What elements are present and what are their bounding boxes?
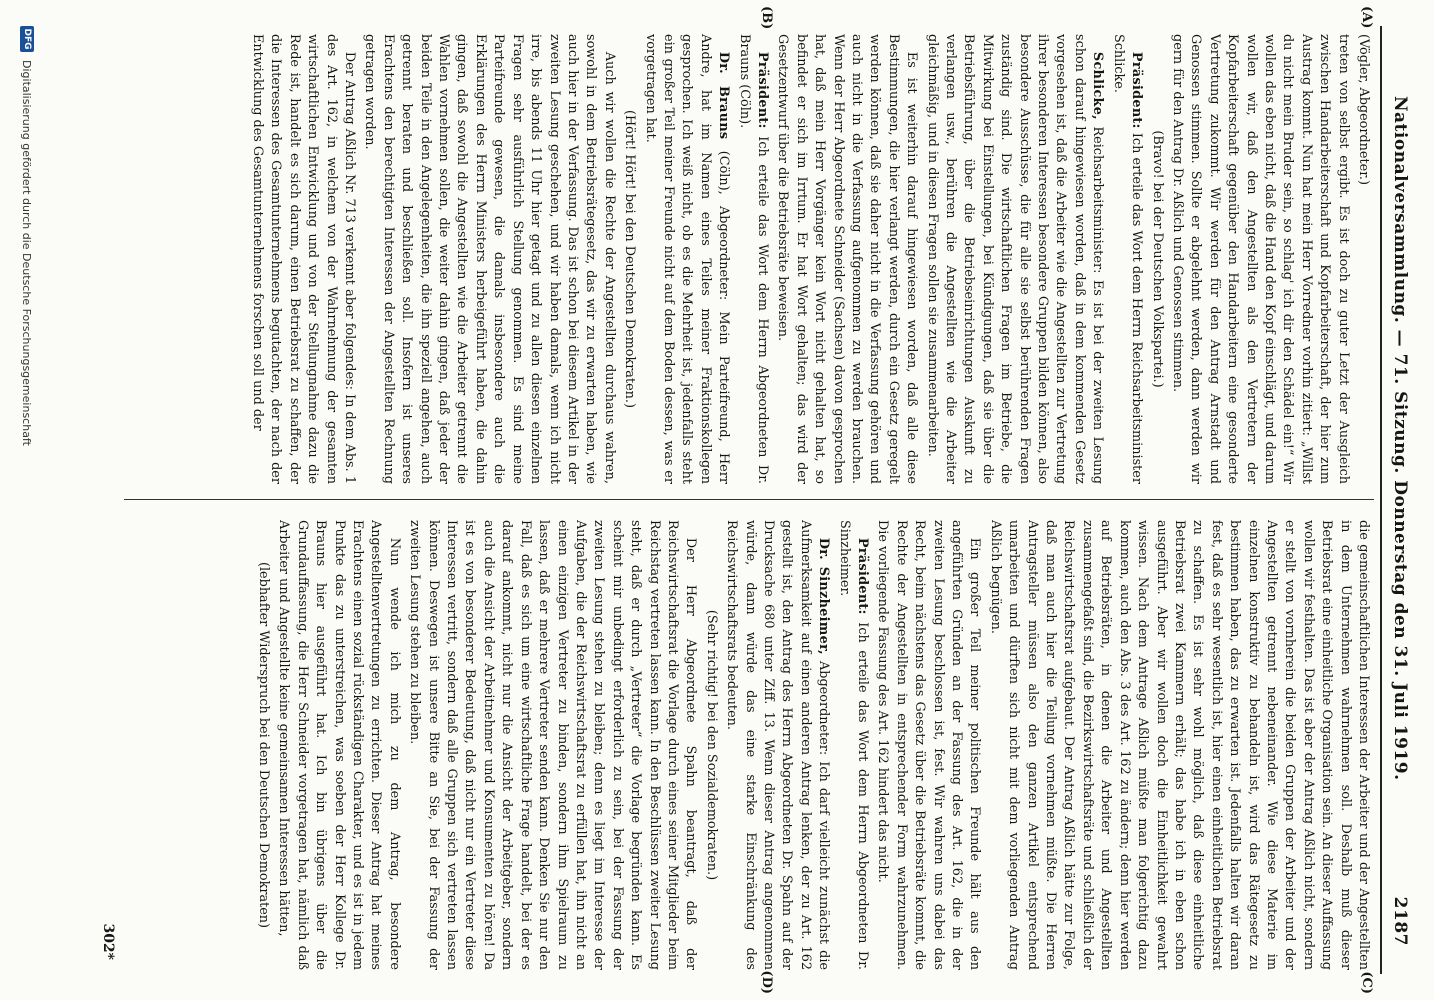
paragraph <box>773 34 920 484</box>
paragraph-text: (Bravo! bei der Deutschen Volkspartei.) <box>1149 130 1165 388</box>
margin-marker-b: (B) <box>759 6 774 30</box>
paragraph-text: Auch wir wollen die Rechte der Angestellten durchaus wahren, sowohl in dem Betriebsrätegesetz, das wir zu erwarten haben, wie auch hier in der Verfassung. Das ist schon bei diesem Artikel in der zweiten Lesung geschehen, und wir haben damals, wenn ich nicht irre, bis abends 11 Uhr hier getagt und zu allen diesen einzelnen Fragen sehr ausführlich Stellung genommen. Es sind meine Parteifreunde gewesen, die damals insbesondere auch die Erklärungen des Herrn Ministers herbeigeführt haben, die dahin gingen, daß sowohl die Angestellten wie die Arbeiter getrennt die Wahlen vornehmen sollen, die weiter dahin gingen, daß jeder der beiden Teile in den Angelegenheiten, die ihn speziell angehen, auch getrennt beraten und beschließen soll. Insofern ist unseres Erachtens den berechtigten Interessen der Angestellten Rechnung getragen worden. <box>362 34 617 484</box>
speaker-name: Dr. Sinzheimer, <box>816 537 832 655</box>
margin-marker-a: (A) <box>1359 6 1374 29</box>
page-title: Nationalversammlung. — 71. Sitzung. Donnerstag den 31. Juli 1919. <box>1390 96 1410 781</box>
paragraph-text: Ich erteile das Wort dem Herrn Abgeordneten Dr. Sinzheimer. <box>836 520 871 970</box>
speaker-name: Präsident: <box>1129 51 1145 129</box>
speaker-name: Präsident: <box>755 51 770 129</box>
paragraph <box>274 520 403 970</box>
digitization-footer <box>20 26 34 974</box>
footer-text: Digitalisierung gefördert durch die Deutsche Forschungsgemeinschaft <box>20 60 34 446</box>
paragraph-text: (Vögler, Abgeordneter.) <box>1356 34 1371 185</box>
paragraph <box>734 34 771 484</box>
paragraph <box>873 520 983 970</box>
paragraph <box>1108 34 1145 484</box>
paragraph <box>985 520 1372 970</box>
paragraph-text: Abgeordneter: Ich darf vielleicht zunächst die Aufmerksamkeit auf einen anderen Antrag lenken, der zu Art. 162 gestellt ist, den Antrag des Herrn Abgeordneten Dr. Spahn auf der Drucksache 680 unter Ziff. 13. Wenn dieser Antrag angenommen würde, dann würde das eine starke Einschränkung des Reichswirtschaftsrats bedeuten. <box>724 520 832 970</box>
paragraph-text: Ein großer Teil meiner politischen Freunde hält aus den angeführten Gründen an der Fassung des Art. 162, die in der zweiten Lesung beschlossen ist, fest. Wir wahren uns dabei das Recht, beim nächstens das Gesetz über die Betriebsräte kommt, die Rechte der Angestellten in entsprechender Form wahrzunehmen. Die vorliegende Fassung des Art. 162 hindert das nicht. <box>875 520 983 970</box>
paragraph-text: Der Antrag Aßlich Nr. 713 verkennt aber folgendes: In dem Abs. 1 des Art. 162, in welchem von der Wahrnehmung der gesamten wirtschaftlichen Entwicklung und von der Stellungnahme dazu die Rede ist, handelt es sich darum, einen Betriebsrat zu schaffen, der die Interessen des Gesamtunternehmens begutachten, der nach der Entwicklung des Gesamtunternehmens forschen soll und der <box>250 34 358 484</box>
paragraph-text: Ich erteile das Wort dem Herrn Abgeordneten Dr. Brauns (Cöln). <box>736 34 770 484</box>
paragraph <box>722 520 832 970</box>
speaker-name: Dr. Brauns <box>716 51 732 140</box>
paragraph <box>405 520 700 970</box>
speaker-name: Präsident: <box>855 537 871 615</box>
paragraph <box>248 34 358 484</box>
paragraph <box>834 520 871 970</box>
paragraph-text: Der Herr Abgeordnete Spahn beantragt, daß der Reichswirtschaftsrat die Vorlage durch eines seiner Mitglieder beim Reichstag vertreten lassen kann. In den Beschlüssen zweiter Lesung steht, daß er durch „Vertreter“ die Vorlage begründen kann. Es scheint mir unbedingt erforderlich zu sein, bei der Fassung der zweiten Lesung stehen zu bleiben; denn es liegt im Interesse der Aufgaben, die der Reichswirtschaftsrat zu erfüllen hat, ihn nicht an einen einzigen Vertreter zu binden, sondern ihm Spielraum zu lassen, daß er mehrere Vertreter senden kann. Denken Sie nur den Fall, daß es sich um eine wirtschaftliche Frage handelt, bei der es darauf ankommt, nicht nur die Ansicht der Arbeitgeber, sondern auch die Ansicht der Arbeitnehmer und Konsumenten zu hören! Da ist es von besonderer Bedeutung, daß nicht nur ein Vertreter diese Interessen vertritt, sondern daß alle Gruppen sich vertreten lassen können. Deswegen ist unsere Bitte an Sie, bei der Fassung der zweiten Lesung stehen zu bleiben. <box>407 520 699 970</box>
column-divider <box>124 499 1374 500</box>
paragraph-text: Nun wende ich mich zu dem Antrag, besondere Angestelltenvertretungen zu errichten. Dieser Antrag hat meines Erachtens einen sozial rückständigen Charakter, und es ist in jedem Punkte das zu unterstreichen, was soeben der Herr Kollege Dr. Brauns hier ausgeführt hat. Ich bin übrigens über die Grundauffassung, die Herr Schneider vorgetragen hat, nämlich daß Arbeiter und Angestellte keine gemeinsamen Interessen hätten, <box>276 520 402 970</box>
paragraph-text: die gemeinschaftlichen Interessen der Arbeiter und der Angestellten in dem Unternehmen wahrnehmen soll. Deshalb muß dieser Betriebsrat eine einheitliche Organisation sein. An dieser Auffassung wollen wir festhalten. Das ist aber der Antrag Aßlich nicht, sondern er stellt von vornherein die beiden Gruppen der Arbeiter und der Angestellten getrennt nebeneinander. Wie diese Materie im einzelnen konstruktiv zu behandeln ist, wird das Rätegesetz zu bestimmen haben, das zu erwarten ist. Jedenfalls halten wir daran fest, daß es sehr wesentlich ist, hier einen einheitlichen Betriebsrat zu schaffen. Es ist sehr wohl möglich, daß diese einheitliche Betriebsrat zwei Kammern erhält; das habe ich in eben schon ausgeführt. Aber wir wollen doch die Einheitlichkeit gewahrt wissen. Nach dem Antrage Aßlich müßte man folgerichtig dazu kommen, auch den Abs. 3 des Art. 162 zu ändern; denn hier werden auf Betriebsräten, in denen die Arbeiter und Angestellten zusammengefaßt sind, die Bezirkswirtschaftsräte und schließlich der Reichswirtschaftsrat aufgebaut. Der Antrag Aßlich hätte zur Folge, daß man auch hier die Teilung vornehmen müßte. Die Herren Antragsteller müssen also den ganzen Artikel entsprechend umarbeiten und dürften sich nicht mit dem vorliegenden Antrag Aßlich begnügen. <box>987 520 1371 970</box>
paragraph-text: (lebhafter Widerspruch bei den Deutschen Demokraten) <box>256 561 272 929</box>
paragraph <box>620 34 638 484</box>
left-column <box>122 34 1372 484</box>
paragraph-text: Es ist weiterhin darauf hingewiesen worden, daß alle diese Bestimmungen, die hier verlangt werden, durch ein Gesetz geregelt werden können, daß sie daher nicht in die Verfassung gehören und auch nicht in die Verfassung aufgenommen zu werden brauchen. Wenn der Herr Abgeordnete Schneider (Sachsen) davon gesprochen hat, daß mein Herr Vorgänger kein Wort nicht gehalten hat, so befindet er sich im Irrtum. Er hat Wort gehalten; das wird der Gesetzentwurf über die Betriebsräte beweisen. <box>775 34 920 484</box>
margin-marker-d: (D) <box>759 970 774 994</box>
paragraph-text: Reichsarbeitsminister: Es ist bei der zweiten Lesung schon darauf hingewiesen worden, daß in dem kommenden Gesetz vorgesehen ist, daß die Arbeiter wie die Angestellten zur Vertretung ihrer besonderen Interessen besondere Gruppen bilden können, also besondere Ausschüsse, die für alle sie selbst berührenden Fragen zuständig sind. Die wirtschaftlichen Fragen im Betriebe, die Mitwirkung bei Einstellungen, bei Kündigungen, daß sie über die Betriebsführung, über die Betriebseinrichtungen Auskunft zu verlangen usw., berühren die Angestellten wie die Arbeiter gleichmäßig, und in diesen Fragen sollen sie zusammenarbeiten. <box>924 34 1106 484</box>
paragraph-text: treten von selbst ergibt. Es ist doch zu guter Letzt der Ausgleich zwischen Handarbeiterschaft und Kopfarbeiterschaft, der hier zum Austrag kommt. Nun hat mein Herr Vorredner vorhin zitiert: „Willst du nicht mein Bruder sein, so schlag' ich dir den Schädel ein!“ Wir wollen das eben nicht, daß die Hand den Kopf einschlägt, und darum wollen wir, daß den Angestellten als den Vertretern der Kopfarbeiterschaft gegenüber den Handarbeitern eine gesonderte Vertretung zukommt. Wir werden für den Antrag Arnstadt und Genossen stimmen. Sollte er abgelehnt werden, dann werden wir gern für den Antrag Dr. Aßlich und Genossen stimmen. <box>1169 34 1351 484</box>
paragraph-text: (Hört! Hört! bei den Deutschen Demokraten.) <box>622 110 638 408</box>
paragraph <box>360 34 618 484</box>
page-number: 2187 <box>1390 896 1410 946</box>
speaker-name: Schlicke, <box>1090 51 1106 120</box>
paragraph <box>1354 34 1372 484</box>
page-header <box>1380 26 1416 974</box>
paragraph <box>701 520 719 970</box>
paragraph <box>922 34 1106 484</box>
paragraph-text: (Cöln), Abgeordneter: Mein Parteifreund, Herr Andre, hat im Namen eines Teiles meiner Fraktionskollegen gesprochen. Ich weiß nicht, ob es die Mehrheit ist, jedenfalls steht ein großer Teil meiner Freunde nicht auf dem Boden dessen, was er vorgetragen hat. <box>642 34 732 484</box>
paragraph <box>1168 34 1352 484</box>
paragraph-text: Ich erteile das Wort dem Herrn Reichsarbeitsminister Schlicke. <box>1110 34 1145 484</box>
paragraph <box>1147 34 1165 484</box>
margin-marker-c: (C) <box>1359 971 1374 994</box>
right-column <box>122 520 1372 970</box>
paragraph-text: (Sehr richtig! bei den Sozialdemokraten.) <box>703 609 719 881</box>
dfg-logo-icon: DFG <box>20 26 34 52</box>
paragraph <box>254 520 272 970</box>
paragraph <box>640 34 732 484</box>
sheet-signature: 302* <box>100 923 116 960</box>
